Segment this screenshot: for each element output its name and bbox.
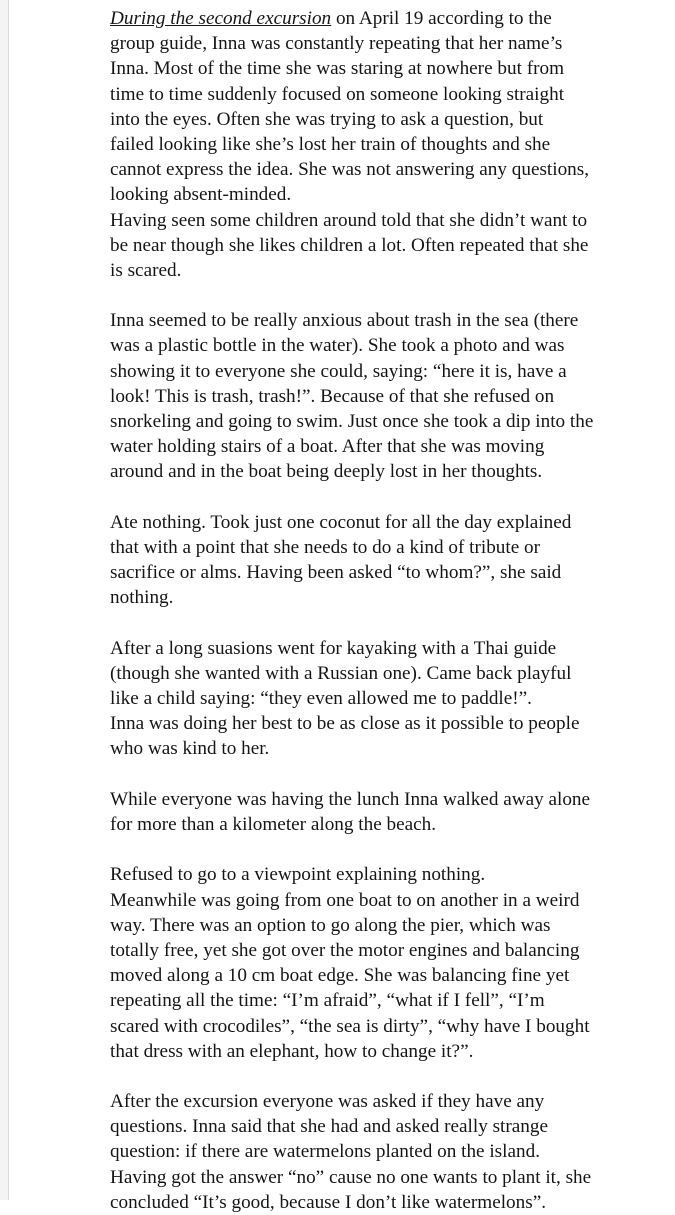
text-line: questions. Inna said that she had and asked really strange [110,1116,548,1138]
paragraph-gap [110,485,672,510]
text-line: (though she wanted with a Russian one). Came back playful [110,662,572,684]
text-line: is scared. [110,259,182,281]
text-line: showing it to everyone she could, saying: “here it is, have a [110,360,567,382]
text-line: for more than a kilometer along the beach. [110,814,437,835]
text-line: moved along a 10 cm boat edge. She was balancing fine yet [110,965,570,987]
text-line: Having got the answer “no” cause no one wants to plant it, she [110,1166,592,1188]
text-line: that dress with an elephant, how to change it?”. [110,1040,474,1062]
text-line: snorkeling and going to swim. Just once she took a dip into the [110,411,594,432]
text-line: like a child saying: “they even allowed me to paddle!”. [110,688,532,710]
text-line: was a plastic bottle in the water). She took a photo and was [110,335,565,357]
text-line: who was kind to her. [110,738,270,760]
paragraph-gap [110,283,672,308]
paragraph [110,1089,672,1215]
text-line: After the excursion everyone was asked if they have any [110,1091,545,1113]
text-line: be near though she likes children a lot. Often repeated that she [110,234,589,256]
page-left-margin [0,0,9,1200]
paragraph-gap [110,837,672,862]
text-line: totally free, yet she got over the motor engines and balancing [110,939,580,961]
text-line: failed looking like she’s lost her train of thoughts and she [110,133,551,155]
text-line: Ate nothing. Took just one coconut for all the day explained [110,511,572,533]
text-line: that with a point that she needs to do a kind of tribute or [110,536,541,558]
text-line: repeating all the time: “I’m afraid”, “what if I fell”, “I’m [110,990,545,1012]
text-line: scared with crocodiles”, “the sea is dirty”, “why have I bought [110,1015,590,1037]
text-line: look! This is trash, trash!”. Because of that she refused on [110,385,555,407]
paragraph-gap [110,762,672,787]
text-line: cannot express the idea. She was not answering any questions, [110,159,590,181]
text-line: water holding stairs of a boat. After that she was moving [110,436,545,458]
text-line: After a long suasions went for kayaking with a Thai guide [110,637,557,659]
text-line: While everyone was having the lunch Inna walked away alone [110,788,591,810]
text-line: looking absent-minded. [110,184,292,206]
text-line [110,6,672,31]
paragraph-gap [110,1064,672,1089]
text-line: sacrifice or alms. Having been asked “to whom?”, she said [110,562,562,584]
text-line: Inna seemed to be really anxious about trash in the sea (there [110,310,579,332]
paragraph-gap [110,611,672,636]
paragraph [110,636,672,762]
text-line: around and in the boat being deeply lost in her thoughts. [110,461,543,483]
text-line: time to time suddenly focused on someone looking straight [110,83,565,105]
paragraph [110,862,672,1064]
text-line: Refused to go to a viewpoint explaining nothing. [110,864,486,886]
line-text: on April 19 according to the [331,8,552,29]
text-line: way. There was an option to go along the pier, which was [110,914,551,936]
document-body [110,6,672,1215]
text-line: Meanwhile was going from one boat to on another in a weird [110,889,580,911]
paragraph [110,6,672,283]
text-line: nothing. [110,587,174,609]
text-line: group guide, Inna was constantly repeating that her name’s [110,33,563,55]
text-line: Having seen some children around told that she didn’t want to [110,209,588,231]
text-line: Inna was doing her best to be as close as it possible to people [110,713,580,735]
text-line: Inna. Most of the time she was staring at nowhere but from [110,58,564,80]
paragraph [110,308,672,484]
text-line: concluded “It’s good, because I don’t like watermelons”. [110,1191,547,1213]
paragraph [110,510,672,611]
paragraph [110,787,672,837]
text-line: into the eyes. Often she was trying to ask a question, but [110,108,544,130]
text-line: question: if there are watermelons planted on the island. [110,1141,540,1163]
emphasized-heading-text: During the second excursion [110,8,332,29]
